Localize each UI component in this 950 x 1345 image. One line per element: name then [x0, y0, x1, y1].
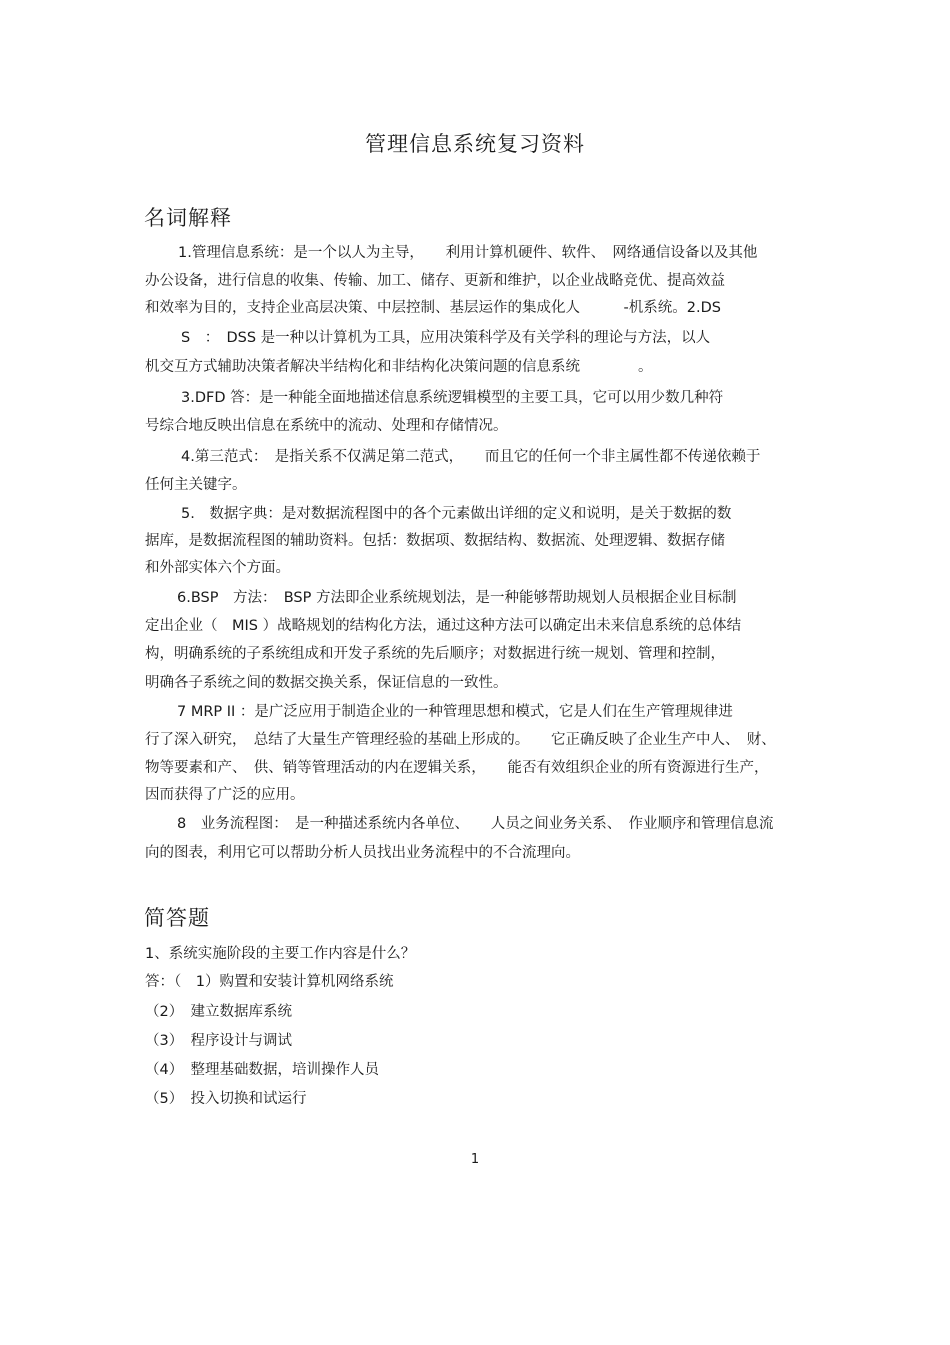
paragraph-line: 任何主关键字。 [145, 477, 247, 493]
paragraph-line: 向的图表，利用它可以帮助分析人员找出业务流程中的不合流理向。 [145, 845, 580, 861]
paragraph-line: 6.BSP 方法： BSP 方法即企业系统规划法，是一种能够帮助规划人员根据企业目标制 [177, 590, 737, 606]
paragraph-line: 3.DFD 答：是一种能全面地描述信息系统逻辑模型的主要工具，它可以用少数几种符 [181, 390, 724, 406]
answer-line: （2） 建立数据库系统 [145, 1004, 292, 1020]
paragraph-line: 据库，是数据流程图的辅助资料。包括：数据项、数据结构、数据流、处理逻辑、数据存储 [145, 533, 725, 549]
paragraph-line: S ： DSS 是一种以计算机为工具，应用决策科学及有关学科的理论与方法，以人 [181, 330, 711, 346]
paragraph-line: 8 业务流程图： 是一种描述系统内各单位、 人员之间业务关系、 作业顺序和管理信息流 [177, 816, 774, 832]
page-number: 1 [470, 1152, 480, 1167]
paragraph-line: 号综合地反映出信息在系统中的流动、处理和存储情况。 [145, 418, 508, 434]
paragraph-line: 7 MRP II ：是广泛应用于制造企业的一种管理思想和模式，它是人们在生产管理规律进 [177, 704, 733, 720]
paragraph-line: 明确各子系统之间的数据交换关系，保证信息的一致性。 [145, 675, 508, 691]
paragraph-line: 4.第三范式： 是指关系不仅满足第二范式， 而且它的任何一个非主属性都不传递依赖于 [181, 449, 761, 465]
paragraph-line: 构，明确系统的子系统组成和开发子系统的先后顺序；对数据进行统一规划、管理和控制， [145, 646, 725, 662]
answer-line: （5） 投入切换和试运行 [145, 1091, 307, 1107]
paragraph-line: 机交互方式辅助决策者解决半结构化和非结构化决策问题的信息系统 。 [145, 359, 653, 375]
answer-line: （3） 程序设计与调试 [145, 1033, 292, 1049]
paragraph-line: 办公设备，进行信息的收集、传输、加工、储存、更新和维护，以企业战略竞优、提高效益 [145, 273, 725, 289]
paragraph-line: 物等要素和产、 供、销等管理活动的内在逻辑关系， 能否有效组织企业的所有资源进行生产， [145, 760, 769, 776]
answer-line: （4） 整理基础数据，培训操作人员 [145, 1062, 379, 1078]
paragraph-line: 5. 数据字典：是对数据流程图中的各个元素做出详细的定义和说明，是关于数据的数 [181, 506, 732, 522]
section-heading-short-answer: 简答题 [144, 906, 210, 930]
section-heading-terms: 名词解释 [144, 206, 232, 230]
document-title: 管理信息系统复习资料 [365, 132, 585, 156]
paragraph-line: 因而获得了广泛的应用。 [145, 787, 305, 803]
paragraph-line: 行了深入研究， 总结了大量生产管理经验的基础上形成的。 它正确反映了企业生产中人、 财、 [145, 732, 776, 748]
paragraph-line: 定出企业（ MIS ）战略规划的结构化方法，通过这种方法可以确定出未来信息系统的总体结 [145, 618, 742, 634]
paragraph-line: 1.管理信息系统：是一个以人为主导， 利用计算机硬件、软件、 网络通信设备以及其他 [178, 245, 758, 261]
paragraph-line: 和外部实体六个方面。 [145, 560, 290, 576]
question-line: 1、系统实施阶段的主要工作内容是什么？ [145, 946, 416, 962]
answer-line: 答：（ 1）购置和安装计算机网络系统 [145, 974, 394, 990]
paragraph-line: 和效率为目的，支持企业高层决策、中层控制、基层运作的集成化人 -机系统。2.DS [145, 300, 721, 316]
